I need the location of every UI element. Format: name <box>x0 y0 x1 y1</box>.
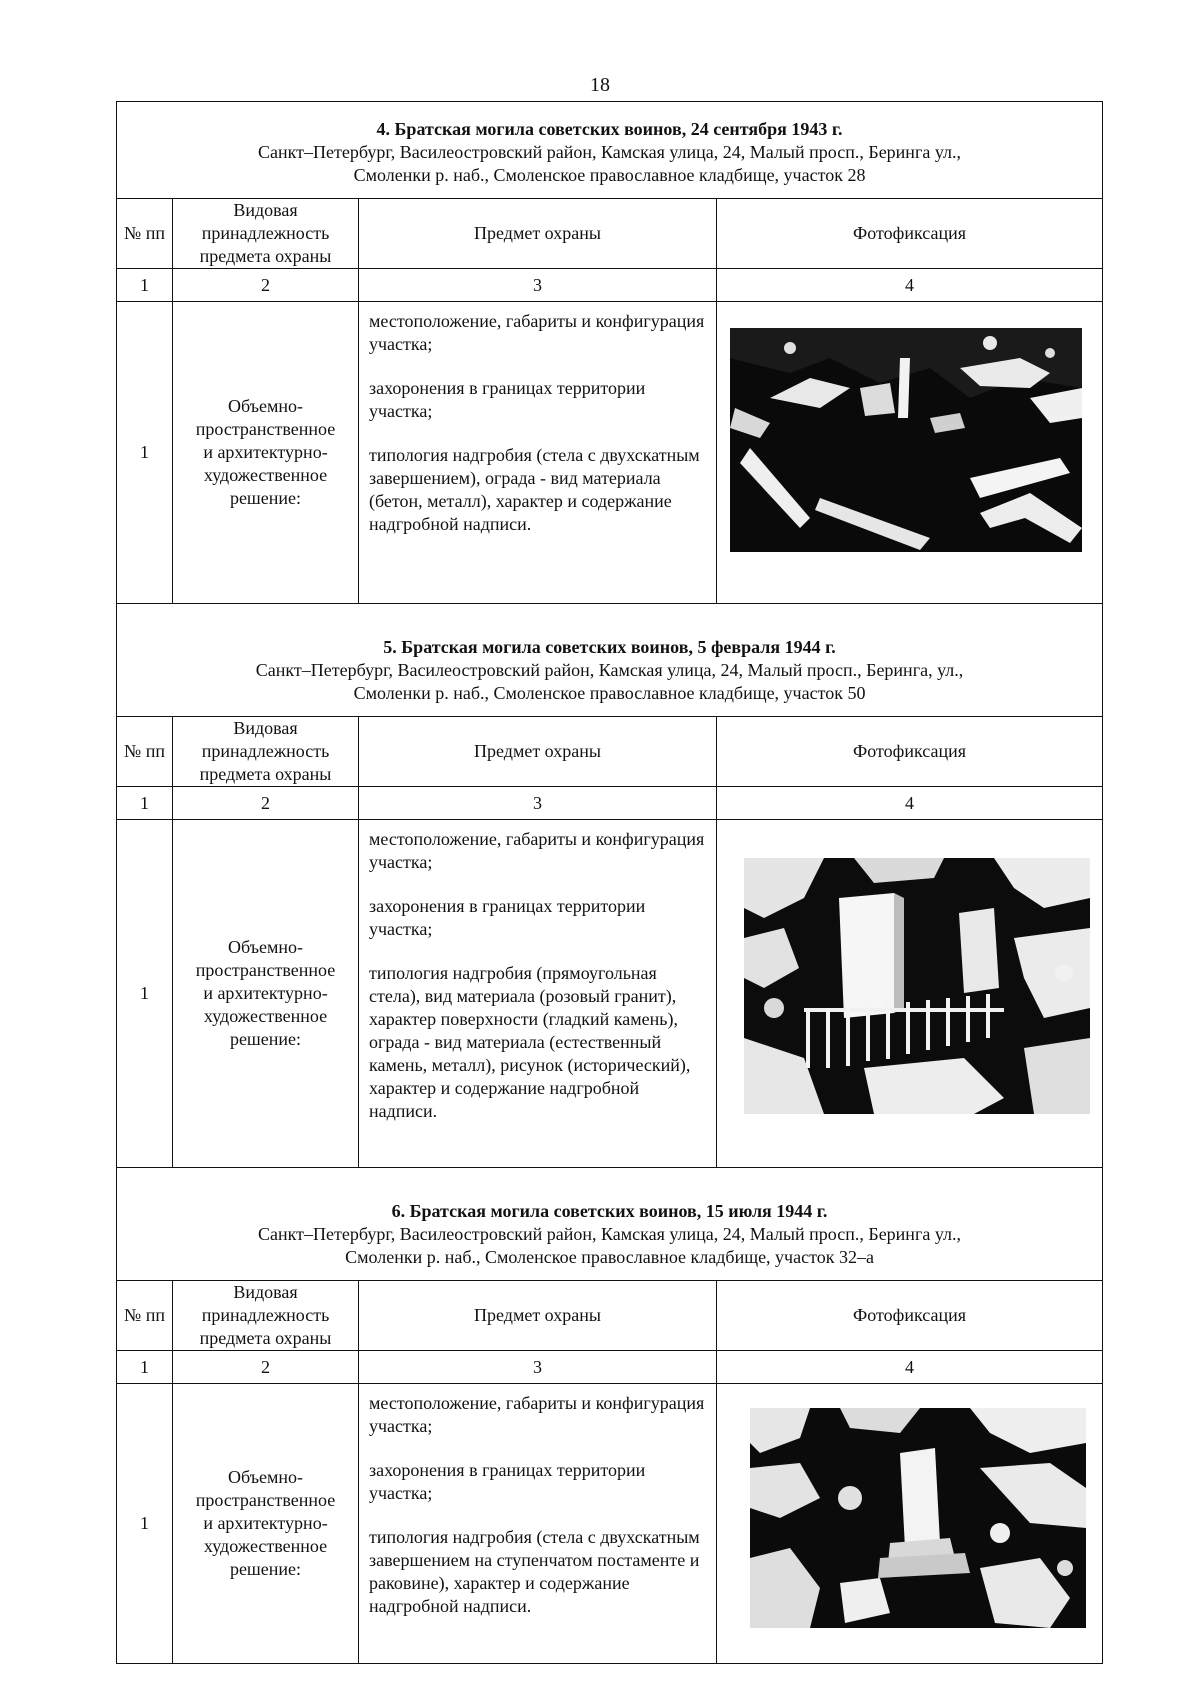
header-kind-line: Видовая <box>233 200 298 220</box>
section-title-row <box>117 604 1103 717</box>
subject-item: захоронения в границах территории участка; <box>369 1460 646 1503</box>
subject-item: захоронения в границах территории участка; <box>369 896 646 939</box>
section-title: 4. Братская могила советских воинов, 24 сентября 1943 г. <box>376 118 843 139</box>
subject-item: типология надгробия (прямоугольная стела), вид материала (розовый гранит), характер поверхности (гладкий камень), ограда - вид материала (естественный камень, металл), рисунок (исторический), характер и содержание надгробной надписи. <box>369 963 691 1121</box>
header-subject: Предмет охраны <box>359 717 717 787</box>
photo-cell <box>717 302 1103 604</box>
section-address <box>137 1223 1082 1269</box>
page-number: 18 <box>590 74 610 96</box>
grave-photo <box>730 328 1082 552</box>
header-subject: Предмет охраны <box>359 1281 717 1351</box>
header-photo: Фотофиксация <box>717 717 1103 787</box>
header-kind-line: предмета охраны <box>199 764 332 784</box>
kind-line: решение: <box>229 1029 302 1049</box>
header-kind <box>173 199 359 269</box>
row-kind <box>173 1384 359 1664</box>
subject-item: местоположение, габариты и конфигурация участка; <box>369 311 705 354</box>
header-kind-line: Видовая <box>233 1282 298 1302</box>
header-num: № пп <box>117 199 173 269</box>
row-number: 1 <box>117 1384 173 1664</box>
protection-subject <box>359 1384 717 1664</box>
kind-line: художественное <box>203 465 328 485</box>
header-kind-line: предмета охраны <box>199 1328 332 1348</box>
header-photo: Фотофиксация <box>717 199 1103 269</box>
row-kind <box>173 820 359 1168</box>
column-header-row <box>117 717 1103 787</box>
protection-subject <box>359 820 717 1168</box>
grave-photo <box>744 858 1090 1114</box>
section-address <box>137 659 1082 705</box>
kind-line: и архитектурно- <box>203 442 328 462</box>
column-number: 3 <box>359 1351 717 1384</box>
column-number: 1 <box>117 269 173 302</box>
address-line: Санкт–Петербург, Василеостровский район, Камская улица, 24, Малый просп., Беринга ул., <box>258 1223 962 1244</box>
table-row <box>117 302 1103 604</box>
section-address <box>137 141 1082 187</box>
header-kind <box>173 717 359 787</box>
kind-line: Объемно- <box>227 1467 304 1487</box>
section-title-row <box>117 1168 1103 1281</box>
column-header-row <box>117 199 1103 269</box>
subject-item: местоположение, габариты и конфигурация участка; <box>369 1393 705 1436</box>
column-number-row <box>117 1351 1103 1384</box>
column-number: 3 <box>359 787 717 820</box>
section-title: 5. Братская могила советских воинов, 5 февраля 1944 г. <box>383 636 836 657</box>
address-line: Смоленки р. наб., Смоленское православное кладбище, участок 50 <box>353 682 866 703</box>
kind-line: и архитектурно- <box>203 1513 328 1533</box>
kind-line: пространственное <box>195 419 336 439</box>
header-kind-line: принадлежность <box>201 1305 330 1325</box>
table-row <box>117 1384 1103 1664</box>
header-kind-line: принадлежность <box>201 741 330 761</box>
column-number: 4 <box>717 1351 1103 1384</box>
protection-subject <box>359 302 717 604</box>
header-kind-line: принадлежность <box>201 223 330 243</box>
address-line: Смоленки р. наб., Смоленское православное кладбище, участок 32–а <box>345 1246 874 1267</box>
column-number: 1 <box>117 1351 173 1384</box>
kind-line: решение: <box>229 1559 302 1579</box>
column-number-row <box>117 787 1103 820</box>
photo-cell <box>717 1384 1103 1664</box>
address-line: Санкт–Петербург, Василеостровский район, Камская улица, 24, Малый просп., Беринга ул., <box>258 141 962 162</box>
header-kind-line: предмета охраны <box>199 246 332 266</box>
header-kind <box>173 1281 359 1351</box>
kind-line: художественное <box>203 1536 328 1556</box>
column-number: 2 <box>173 1351 359 1384</box>
grave-photo <box>750 1408 1086 1628</box>
header-kind-line: Видовая <box>233 718 298 738</box>
column-number: 2 <box>173 269 359 302</box>
header-subject: Предмет охраны <box>359 199 717 269</box>
kind-line: Объемно- <box>227 937 304 957</box>
column-number: 4 <box>717 269 1103 302</box>
address-line: Смоленки р. наб., Смоленское православное кладбище, участок 28 <box>353 164 866 185</box>
kind-line: и архитектурно- <box>203 983 328 1003</box>
column-number: 3 <box>359 269 717 302</box>
subject-item: захоронения в границах территории участка; <box>369 378 646 421</box>
header-num: № пп <box>117 717 173 787</box>
address-line: Санкт–Петербург, Василеостровский район, Камская улица, 24, Малый просп., Беринга, ул., <box>255 659 964 680</box>
photo-cell <box>717 820 1103 1168</box>
column-number-row <box>117 269 1103 302</box>
row-number: 1 <box>117 820 173 1168</box>
row-number: 1 <box>117 302 173 604</box>
column-number: 1 <box>117 787 173 820</box>
subject-item: местоположение, габариты и конфигурация участка; <box>369 829 705 872</box>
section-title-row <box>117 102 1103 199</box>
subject-item: типология надгробия (стела с двухскатным завершением на ступенчатом постаменте и раковине), характер и содержание надгробной надписи. <box>369 1527 700 1616</box>
table-row <box>117 820 1103 1168</box>
monuments-table <box>116 101 1103 1664</box>
column-number: 4 <box>717 787 1103 820</box>
kind-line: решение: <box>229 488 302 508</box>
column-header-row <box>117 1281 1103 1351</box>
section-title: 6. Братская могила советских воинов, 15 июля 1944 г. <box>391 1200 828 1221</box>
column-number: 2 <box>173 787 359 820</box>
kind-line: пространственное <box>195 1490 336 1510</box>
kind-line: пространственное <box>195 960 336 980</box>
subject-item: типология надгробия (стела с двухскатным завершением), ограда - вид материала (бетон, металл), характер и содержание надгробной надписи. <box>369 445 700 534</box>
header-photo: Фотофиксация <box>717 1281 1103 1351</box>
kind-line: художественное <box>203 1006 328 1026</box>
kind-line: Объемно- <box>227 396 304 416</box>
row-kind <box>173 302 359 604</box>
header-num: № пп <box>117 1281 173 1351</box>
